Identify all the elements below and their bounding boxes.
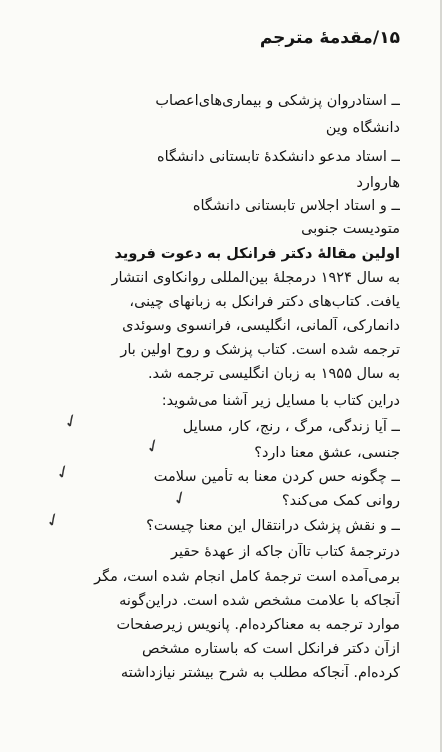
text-line: یافت. کتاب‌های دکتر فرانکل به زبانهای چینی، <box>129 294 400 310</box>
text-line: ــ و استاد اجلاس تابستانی دانشگاه <box>192 198 400 214</box>
text-line: به سال ۱۹۲۴ درمجلهٔ بین‌المللی روانکاوی انتشار <box>111 270 400 286</box>
text-line: به سال ۱۹۵۵ به زبان انگلیسی ترجمه شد. <box>147 366 400 382</box>
text-line: درترجمهٔ کتاب تاآن جاکه از عهدهٔ حقیر <box>170 544 400 560</box>
pen-check-mark-icon: ✓ <box>42 507 65 534</box>
text-line: دراین کتاب با مسایل زیر آشنا می‌شوید: <box>161 393 400 409</box>
text-line: دانشگاه وین <box>325 120 400 136</box>
text-line: آنجاکه با علامت مشخص شده است. دراین‌گونه <box>119 593 400 609</box>
text-line: دانمارکی، آلمانی، انگلیسی، فرانسوی وسوئدی <box>122 318 400 334</box>
text-line: موارد ترجمه به معناکرده‌ام. پانویس زیرصفحات <box>116 617 400 633</box>
pen-check-mark-icon: ✓ <box>60 408 83 435</box>
text-line: اولین مقالهٔ دکتر فرانکل به دعوت فروید <box>114 246 400 262</box>
text-line: ترجمه شده است. کتاب پزشک و روح اولین بار <box>120 342 400 358</box>
text-line: ــ و نقش پزشک درانتقال این معنا چیست؟ <box>146 518 400 534</box>
page-title: مقدمهٔ مترجم <box>259 28 373 48</box>
page-number: ۱۵ <box>379 28 400 48</box>
text-line: ــ استاد مدعو دانشکدهٔ تابستانی دانشگاه <box>157 149 400 165</box>
page-header: ۱۵/مقدمهٔ مترجم <box>259 28 400 48</box>
text-line: ــ آیا زندگی، مرگ ، رنج، کار، مسایل <box>182 419 400 435</box>
pen-check-mark-icon: ✓ <box>142 433 165 460</box>
pen-check-mark-icon: ✓ <box>52 459 75 486</box>
text-line: هاروارد <box>356 175 400 191</box>
text-line: متودیست جنوبی <box>301 221 400 237</box>
text-line: روانی کمک می‌کند؟ <box>281 493 400 509</box>
text-line: جنسی، عشق معنا دارد؟ <box>254 445 400 461</box>
text-line: برمی‌آمده است ترجمهٔ کامل انجام شده است، مگر <box>94 569 400 585</box>
text-line: کرده‌ام. آنجاکه مطلب به شرح بیشتر نیازداشته <box>120 665 400 681</box>
text-line: ــ استادروان پزشکی و بیماری‌های‌اعصاب <box>155 93 400 109</box>
text-line: ازآن دکتر فرانکل است که باستاره مشخص <box>142 641 400 657</box>
pen-check-mark-icon: ✓ <box>169 485 192 512</box>
text-line: ــ چگونه حس کردن معنا به تأمین سلامت <box>153 469 400 485</box>
